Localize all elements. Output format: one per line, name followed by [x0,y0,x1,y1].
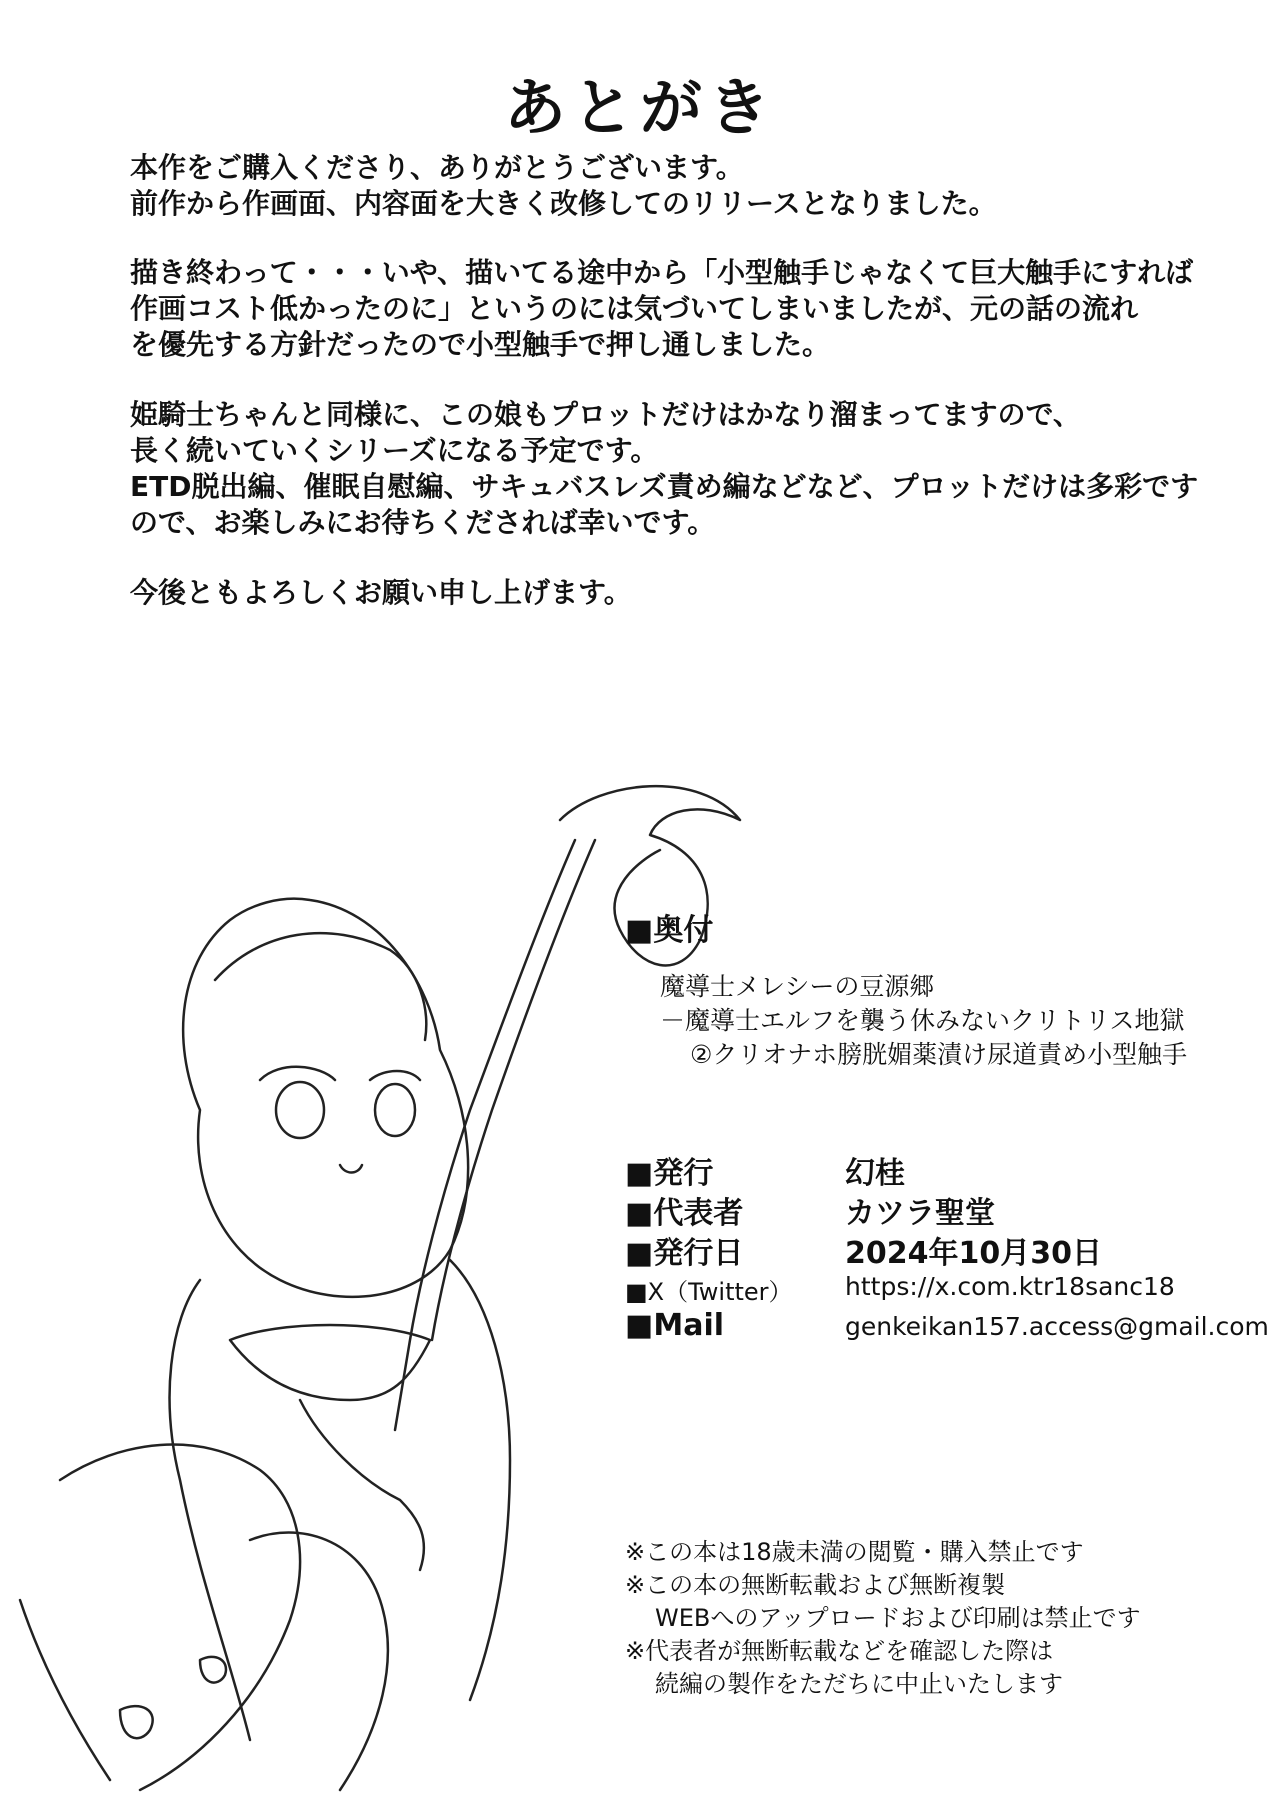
note-line: ※この本の無断転載および無断複製 [625,1571,1006,1599]
twitter-link: https://x.com.ktr18sanc18 [845,1272,1175,1301]
info-label: ■代表者 [625,1196,744,1231]
afterword-paragraph-4 [130,575,1230,611]
afterword-line: 作画コスト低かったのに」というのには気づいてしまいましたが、元の話の流れ [130,292,1139,325]
afterword-line: 本作をご購入くださり、ありがとうございます。 [130,151,744,184]
work-subtitle-2: ②クリオナホ膀胱媚薬漬け尿道責め小型触手 [690,1040,1188,1069]
info-value: 2024年10月30日 [845,1236,1102,1271]
mail-address: genkeikan157.access@gmail.com [845,1312,1269,1341]
afterword-line: 姫騎士ちゃんと同様に、この娘もプロットだけはかなり溜まってますので、 [130,398,1081,431]
afterword-line: 描き終わって・・・いや、描いてる途中から「小型触手じゃなくて巨大触手にすれば [130,256,1194,289]
note-line: ※この本は18歳未満の閲覧・購入禁止です [625,1538,1084,1566]
afterword-line: を優先する方針だったので小型触手で押し通しました。 [130,328,831,361]
afterword-paragraph-3 [130,397,1230,541]
legal-notes [625,1536,1141,1701]
work-title-block [660,970,1187,1072]
note-line: WEBへのアップロードおよび印刷は禁止です [655,1604,1141,1632]
info-label: ■X（Twitter） [625,1278,793,1306]
afterword-line: ETD脱出編、催眠自慰編、サキュバスレズ責め編などなど、プロットだけは多彩です [130,470,1199,503]
info-label: ■発行 [625,1156,714,1191]
note-line: ※代表者が無断転載などを確認した際は [625,1637,1054,1665]
afterword-paragraph-2 [130,255,1230,363]
work-title: 魔導士メレシーの豆源郷 [660,972,935,1001]
page-title: あとがき [503,71,776,144]
afterword-line: 前作から作画面、内容面を大きく改修してのリリースとなりました。 [130,187,997,220]
info-value: 幻桂 [845,1156,905,1191]
info-label: ■発行日 [625,1236,744,1271]
afterword-line: 長く続いていくシリーズになる予定です。 [130,434,659,467]
work-subtitle-1: －魔導士エルフを襲う休みないクリトリス地獄 [660,1006,1185,1035]
colophon-heading: ■奥付 [625,913,714,948]
afterword-paragraph-1 [130,150,1230,222]
info-label: ■Mail [625,1308,725,1343]
afterword-line: ので、お楽しみにお待ちくだされば幸いです。 [130,506,716,539]
afterword-line: 今後ともよろしくお願い申し上げます。 [130,576,632,609]
info-value: カツラ聖堂 [845,1196,995,1231]
note-line: 続編の製作をただちに中止いたします [655,1670,1063,1698]
